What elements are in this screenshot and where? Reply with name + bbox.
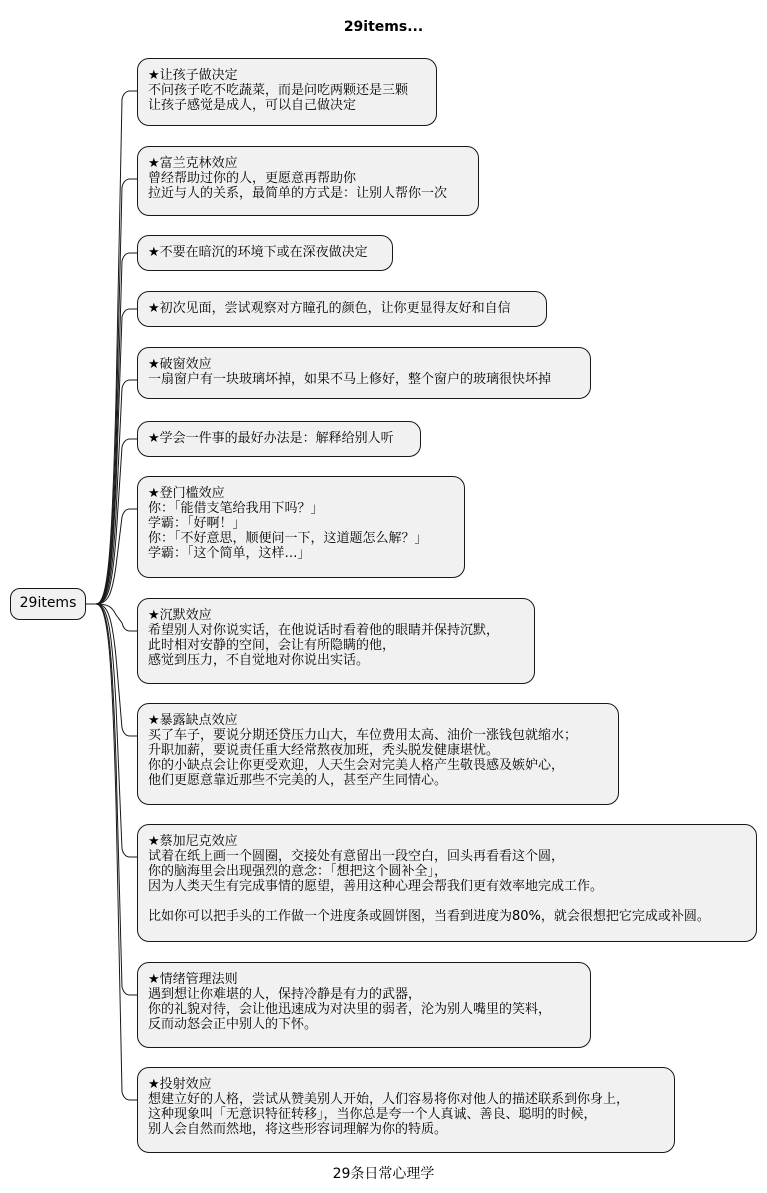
branch-node <box>137 235 393 271</box>
node-text-line: 你：「能借支笔给我用下吗？」 <box>148 501 324 516</box>
node-text-line: 买了车子，要说分期还贷压力山大，车位费用太高、油价一涨钱包就缩水； <box>148 728 578 743</box>
node-text-line: 你：「不好意思，顺便问一下，这道题怎么解？」 <box>148 531 428 546</box>
connector-line <box>86 253 137 604</box>
node-heading: ★初次见面，尝试观察对方瞳孔的颜色，让你更显得友好和自信 <box>148 301 511 316</box>
connector-line <box>86 179 137 604</box>
diagram-title: 29items... <box>343 19 424 35</box>
node-heading: ★暴露缺点效应 <box>148 713 238 728</box>
node-heading: ★投射效应 <box>148 1077 212 1092</box>
branch-node <box>137 1067 675 1153</box>
branch-node <box>137 476 465 578</box>
branch-node <box>137 421 421 457</box>
node-text-line: 学霸：「好啊！」 <box>148 516 246 531</box>
node-text-line: 反而动怒会正中别人的下怀。 <box>148 1017 318 1032</box>
node-text-line: 曾经帮助过你的人，更愿意再帮助你 <box>148 171 357 186</box>
diagram-caption: 29条日常心理学 <box>332 1166 435 1182</box>
connector-line <box>86 91 137 604</box>
branch-node <box>137 598 535 684</box>
connector-line <box>86 604 137 857</box>
root-node: 29items <box>10 588 86 620</box>
connector-line <box>86 604 137 995</box>
branch-node <box>137 291 547 327</box>
connector-line <box>86 309 137 604</box>
node-text-line: 他们更愿意靠近那些不完美的人，甚至产生同情心。 <box>148 773 448 788</box>
node-text-line: 因为人类天生有完成事情的愿望，善用这种心理会帮我们更有效率地完成工作。 <box>148 879 604 894</box>
node-heading: ★蔡加尼克效应 <box>148 834 238 849</box>
branch-node <box>137 962 591 1048</box>
node-text-line: 升职加薪，要说责任重大经常熬夜加班，秃头脱发健康堪忧。 <box>148 743 500 758</box>
node-text-line: 学霸：「这个简单，这样…」 <box>148 546 311 561</box>
node-heading: ★让孩子做决定 <box>148 68 238 83</box>
node-heading: ★学会一件事的最好办法是：解释给别人听 <box>148 431 394 446</box>
node-heading: ★破窗效应 <box>148 357 212 372</box>
node-heading: ★登门槛效应 <box>148 486 225 501</box>
node-text-line: 让孩子感觉是成人，可以自己做决定 <box>148 98 357 113</box>
connector-line <box>86 380 137 604</box>
node-text-line: 你的礼貌对待，会让他迅速成为对决里的弱者，沦为别人嘴里的笑料， <box>148 1002 552 1017</box>
node-text-line: 希望别人对你说实话，在他说话时看着他的眼睛并保持沉默， <box>148 623 500 638</box>
node-text-line: 拉近与人的关系，最简单的方式是：让别人帮你一次 <box>148 186 448 201</box>
branch-node <box>137 58 437 126</box>
node-text-line: 你的脑海里会出现强烈的意念：「想把这个圆补全」， <box>148 864 448 879</box>
node-text-line <box>148 894 747 909</box>
node-text-line: 一扇窗户有一块玻璃坏掉，如果不马上修好，整个窗户的玻璃很快坏掉 <box>148 372 552 387</box>
branch-node <box>137 703 619 805</box>
node-heading: ★沉默效应 <box>148 608 212 623</box>
connector-line <box>86 604 137 1100</box>
branch-node <box>137 146 479 216</box>
node-text-line: 此时相对安静的空间，会让有所隐瞒的他， <box>148 638 396 653</box>
node-text-line: 比如你可以把手头的工作做一个进度条或圆饼图，当看到进度为80%，就会很想把它完成或补圆。 <box>148 909 710 924</box>
node-text-line: 别人会自然而然地，将这些形容词理解为你的特质。 <box>148 1122 448 1137</box>
node-text-line: 遇到想让你难堪的人，保持冷静是有力的武器， <box>148 987 422 1002</box>
node-text-line: 感觉到压力，不自觉地对你说出实话。 <box>148 653 370 668</box>
node-heading: ★不要在暗沉的环境下或在深夜做决定 <box>148 245 368 260</box>
branch-node <box>137 824 757 942</box>
node-text-line: 试着在纸上画一个圆圈，交接处有意留出一段空白，回头再看看这个圆， <box>148 849 565 864</box>
node-text-line: 不问孩子吃不吃蔬菜，而是问吃两颗还是三颗 <box>148 83 409 98</box>
node-heading: ★情绪管理法则 <box>148 972 238 987</box>
node-text-line: 想建立好的人格，尝试从赞美别人开始，人们容易将你对他人的描述联系到你身上， <box>148 1092 630 1107</box>
branch-node <box>137 347 591 399</box>
node-text-line: 这种现象叫「无意识特征转移」，当你总是夸一个人真诚、善良、聪明的时候， <box>148 1107 597 1122</box>
node-heading: ★富兰克林效应 <box>148 156 238 171</box>
node-text-line: 你的小缺点会让你更受欢迎，人天生会对完美人格产生敬畏感及嫉妒心， <box>148 758 565 773</box>
